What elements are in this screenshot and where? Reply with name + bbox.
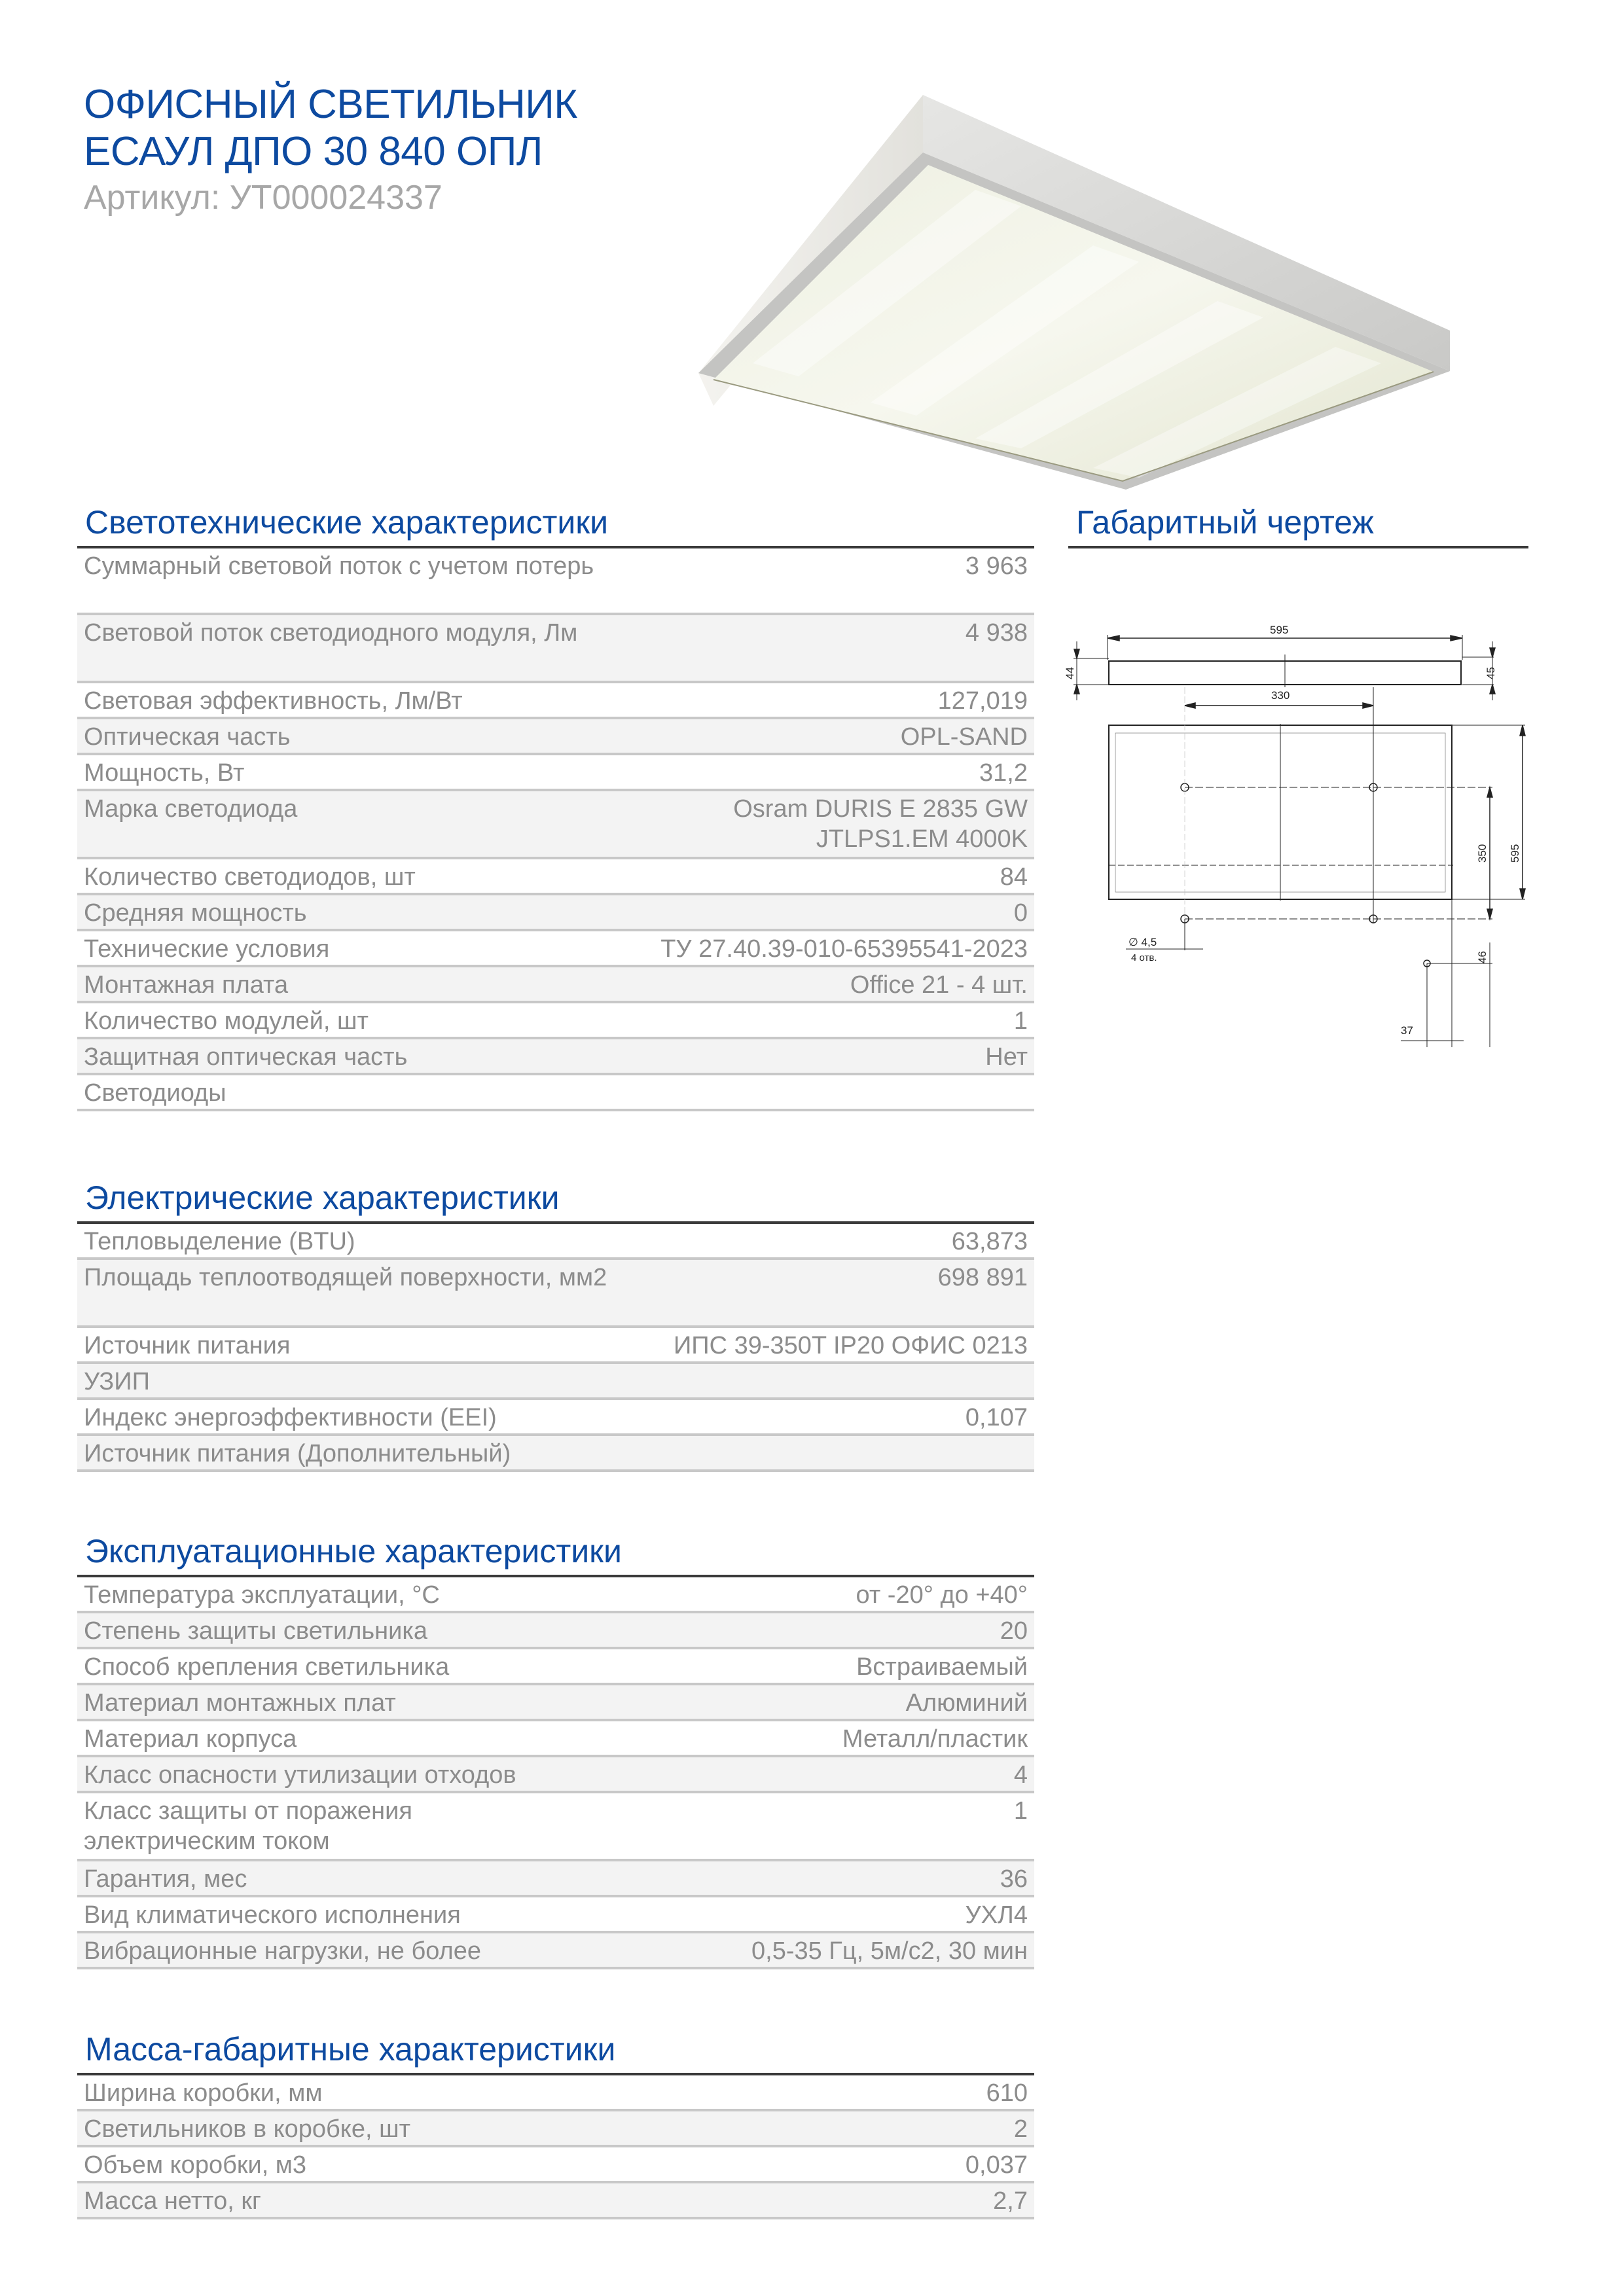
table-row — [77, 1897, 1034, 1933]
table-row — [77, 791, 1034, 859]
row-label: Светильников в коробке, шт — [84, 2115, 410, 2143]
row-value: 0,107 — [965, 1404, 1028, 1431]
dim-label-46: 46 — [1476, 951, 1489, 963]
table-row — [77, 1757, 1034, 1793]
row-label: Температура эксплуатации, °C — [84, 1581, 440, 1609]
drawing-svg — [1060, 615, 1558, 1113]
section-drawing — [1068, 504, 1528, 548]
row-value — [609, 1367, 1028, 1395]
table-row — [77, 2111, 1034, 2147]
row-value: OPL-SAND — [900, 723, 1028, 751]
table-row — [77, 1328, 1034, 1364]
table-row — [77, 1436, 1034, 1472]
row-label: Вибрационные нагрузки, не более — [84, 1937, 481, 1965]
table-row — [77, 1075, 1034, 1111]
section-title: Электрические характеристики — [85, 1179, 560, 1216]
table-row — [77, 967, 1034, 1003]
row-value: 1 — [1013, 1797, 1028, 1825]
row-value: 2 — [1013, 2115, 1028, 2143]
row-value: 0,037 — [965, 2151, 1028, 2179]
row-label: Количество модулей, шт — [84, 1007, 369, 1035]
table-row — [77, 1039, 1034, 1075]
product-title-line2: ЕСАУЛ ДПО 30 840 ОПЛ — [84, 129, 543, 174]
row-value: 31,2 — [979, 759, 1028, 787]
row-label: Тепловыделение (BTU) — [84, 1228, 355, 1255]
row-label: Суммарный световой поток с учетом потерь — [84, 552, 594, 580]
row-value: 127,019 — [937, 687, 1028, 715]
table-row — [77, 895, 1034, 931]
section-title: Эксплуатационные характеристики — [85, 1533, 622, 1570]
row-label: Гарантия, мес — [84, 1865, 247, 1893]
dim-label-595-top: 595 — [1270, 624, 1289, 636]
row-label: Светодиоды — [84, 1079, 226, 1107]
section-dimensions-mass — [77, 2031, 1034, 2219]
row-label: Класс защиты от поражения электрическим током — [84, 1797, 412, 1855]
table-row — [77, 1400, 1034, 1436]
table-row — [77, 548, 1034, 615]
row-value: 4 — [1013, 1761, 1028, 1789]
row-value: Osram DURIS E 2835 GW JTLPS1.EM 4000K — [733, 795, 1028, 853]
table-row — [77, 2147, 1034, 2183]
row-label: Материал корпуса — [84, 1725, 297, 1753]
dim-label-44: 44 — [1064, 667, 1076, 679]
row-label: Технические условия — [84, 935, 330, 963]
table-row — [77, 1260, 1034, 1328]
row-value: 1 — [1013, 1007, 1028, 1035]
row-label: Объем коробки, м3 — [84, 2151, 307, 2179]
dim-label-595-right: 595 — [1509, 844, 1521, 863]
row-value: 4 938 — [965, 619, 1028, 647]
row-label: Материал монтажных плат — [84, 1689, 396, 1717]
product-title — [84, 81, 577, 175]
row-label: Класс опасности утилизации отходов — [84, 1761, 516, 1789]
row-label: Источник питания — [84, 1332, 291, 1359]
table-row — [77, 2183, 1034, 2219]
hole-diameter-label: ∅ 4,5 — [1128, 936, 1157, 948]
row-value: ТУ 27.40.39-010-65395541-2023 — [660, 935, 1028, 963]
row-label: Световая эффективность, Лм/Вт — [84, 687, 463, 715]
table-row — [77, 931, 1034, 967]
section-title: Светотехнические характеристики — [85, 504, 609, 541]
row-value: 698 891 — [937, 1264, 1028, 1291]
row-label: Источник питания (Дополнительный) — [84, 1440, 511, 1467]
row-label: Оптическая часть — [84, 723, 291, 751]
row-label: Количество светодиодов, шт — [84, 863, 416, 891]
row-label: Средняя мощность — [84, 899, 307, 927]
table-row — [77, 2075, 1034, 2111]
section-electrical — [77, 1179, 1034, 1472]
article-value: УТ000024337 — [229, 179, 442, 217]
row-value: ИПС 39-350T IP20 ОФИС 0213 — [673, 1332, 1028, 1359]
row-value: 2,7 — [993, 2187, 1028, 2215]
spec-table — [77, 548, 1034, 1111]
row-label: Мощность, Вт — [84, 759, 245, 787]
spec-table — [77, 2075, 1034, 2219]
led-panel-illustration — [681, 85, 1532, 504]
row-label: Площадь теплоотводящей поверхности, мм2 — [84, 1264, 607, 1291]
row-value: Алюминий — [905, 1689, 1028, 1717]
row-value — [609, 1439, 1028, 1467]
row-label: Способ крепления светильника — [84, 1653, 450, 1681]
row-value: Металл/пластик — [842, 1725, 1028, 1753]
row-value: Office 21 - 4 шт. — [850, 971, 1028, 999]
table-row — [77, 1613, 1034, 1649]
row-value: 3 963 — [965, 552, 1028, 580]
table-row — [77, 1933, 1034, 1969]
table-row — [77, 1364, 1034, 1400]
table-row — [77, 755, 1034, 791]
section-operational — [77, 1533, 1034, 1969]
table-row — [77, 1793, 1034, 1861]
table-row — [77, 1224, 1034, 1260]
row-label: Степень защиты светильника — [84, 1617, 427, 1645]
row-label: Марка светодиода — [84, 795, 298, 823]
table-row — [77, 1649, 1034, 1685]
spec-table — [77, 1577, 1034, 1969]
dimensional-drawing — [1060, 615, 1558, 1113]
dim-label-37: 37 — [1401, 1024, 1413, 1037]
article-label: Артикул: — [84, 179, 221, 217]
row-value: от -20° до +40° — [856, 1581, 1028, 1609]
row-label: Монтажная плата — [84, 971, 289, 999]
row-value: 0,5-35 Гц, 5м/с2, 30 мин — [751, 1937, 1028, 1965]
row-value: 20 — [1000, 1617, 1028, 1645]
row-label: Индекс энергоэффективности (EEI) — [84, 1404, 497, 1431]
row-label: Ширина коробки, мм — [84, 2079, 323, 2107]
row-value: 84 — [1000, 863, 1028, 891]
table-row — [77, 719, 1034, 755]
row-label: Вид климатического исполнения — [84, 1901, 461, 1929]
row-value: 63,873 — [951, 1228, 1028, 1255]
row-label: Защитная оптическая часть — [84, 1043, 408, 1071]
table-row — [77, 683, 1034, 719]
row-value: УХЛ4 — [965, 1901, 1028, 1929]
product-title-line1: ОФИСНЫЙ СВЕТИЛЬНИК — [84, 82, 577, 127]
row-value: 36 — [1000, 1865, 1028, 1893]
section-title: Масса-габаритные характеристики — [85, 2031, 616, 2068]
table-row — [77, 615, 1034, 683]
row-value: 610 — [986, 2079, 1028, 2107]
hole-count-label: 4 отв. — [1131, 952, 1157, 963]
section-title: Габаритный чертеж — [1076, 504, 1374, 541]
row-label: УЗИП — [84, 1368, 150, 1395]
dim-label-45: 45 — [1485, 667, 1497, 679]
table-row — [77, 1685, 1034, 1721]
row-value: 0 — [1013, 899, 1028, 927]
section-lighting — [77, 504, 1034, 1111]
section-divider — [1068, 546, 1528, 548]
spec-table — [77, 1224, 1034, 1472]
table-row — [77, 859, 1034, 895]
table-row — [77, 1577, 1034, 1613]
dim-label-330: 330 — [1271, 689, 1290, 702]
row-label: Масса нетто, кг — [84, 2187, 261, 2215]
row-value — [609, 1078, 1028, 1106]
product-image — [681, 85, 1532, 504]
table-row — [77, 1721, 1034, 1757]
row-label: Световой поток светодиодного модуля, Лм — [84, 619, 578, 647]
row-value: Встраиваемый — [856, 1653, 1028, 1681]
row-value: Нет — [985, 1043, 1028, 1071]
table-row — [77, 1861, 1034, 1897]
article-number — [84, 178, 442, 217]
dim-label-350: 350 — [1476, 844, 1489, 863]
table-row — [77, 1003, 1034, 1039]
